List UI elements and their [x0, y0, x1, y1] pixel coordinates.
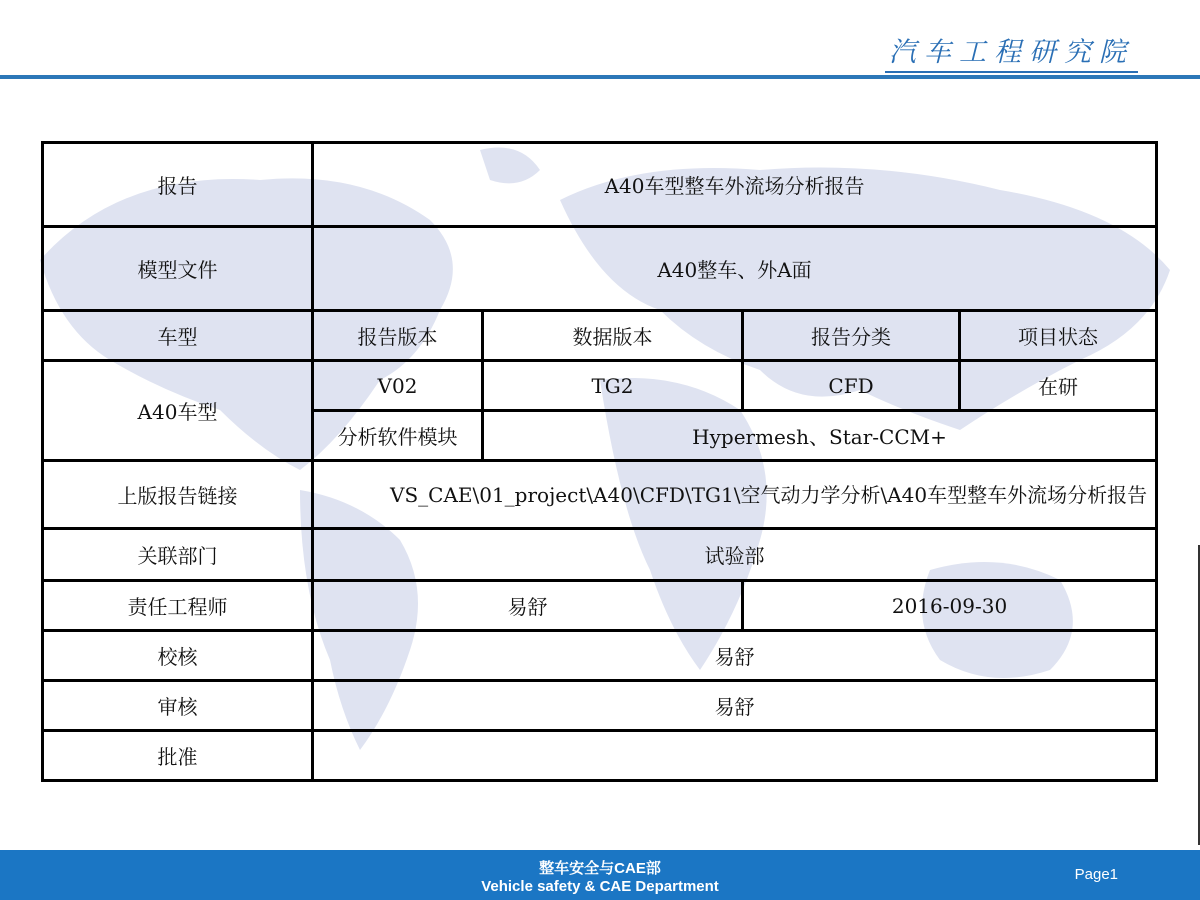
data-version-value: TG2: [483, 361, 743, 411]
software-label: 分析软件模块: [313, 411, 483, 461]
data-version-label: 数据版本: [483, 311, 743, 361]
report-category-label: 报告分类: [743, 311, 960, 361]
report-label: 报告: [43, 143, 313, 227]
report-version-label: 报告版本: [313, 311, 483, 361]
footer-bar: [0, 850, 1200, 900]
report-info-table: [41, 141, 1158, 782]
engineer-value: 易舒: [313, 581, 743, 631]
footer-dept-cn: 整车安全与CAE部: [539, 860, 661, 877]
software-value: Hypermesh、Star-CCM+: [483, 411, 1157, 461]
header-divider: [0, 75, 1200, 79]
prev-report-link-value[interactable]: VS_CAE\01_project\A40\CFD\TG1\空气动力学分析\A40车型整车外流场分析报告: [313, 461, 1157, 529]
report-title: A40车型整车外流场分析报告: [313, 143, 1157, 227]
vehicle-value: A40车型: [43, 361, 313, 461]
model-file-label: 模型文件: [43, 227, 313, 311]
prev-report-link-label: 上版报告链接: [43, 461, 313, 529]
project-status-value: 在研: [960, 361, 1157, 411]
page-number: Page1: [1074, 866, 1118, 883]
report-version-value: V02: [313, 361, 483, 411]
approve-label: 批准: [43, 731, 313, 781]
review-label: 审核: [43, 681, 313, 731]
engineer-date: 2016-09-30: [743, 581, 1157, 631]
model-file-value: A40整车、外A面: [313, 227, 1157, 311]
project-status-label: 项目状态: [960, 311, 1157, 361]
check-label: 校核: [43, 631, 313, 681]
related-dept-label: 关联部门: [43, 529, 313, 581]
review-value: 易舒: [313, 681, 1157, 731]
report-category-value: CFD: [743, 361, 960, 411]
engineer-label: 责任工程师: [43, 581, 313, 631]
check-value: 易舒: [313, 631, 1157, 681]
footer-dept-en: Vehicle safety & CAE Department: [481, 878, 719, 895]
approve-value: [313, 731, 1157, 781]
institute-logo-text: 汽车工程研究院: [885, 30, 1138, 73]
vehicle-label: 车型: [43, 311, 313, 361]
related-dept-value: 试验部: [313, 529, 1157, 581]
